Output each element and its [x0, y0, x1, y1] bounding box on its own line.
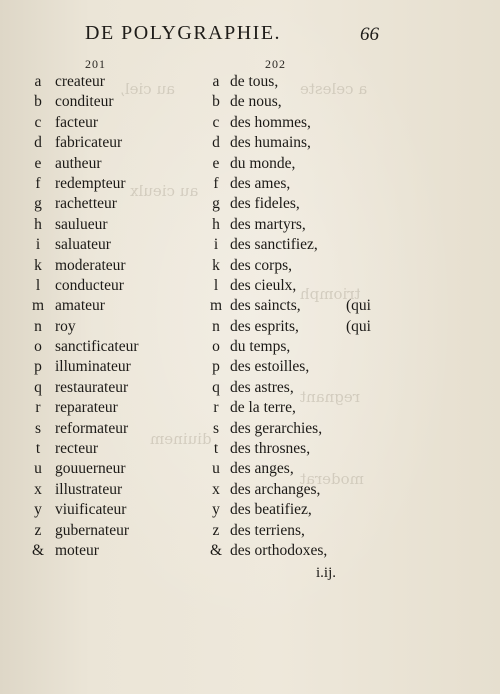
row-letter-right: o: [212, 338, 220, 356]
row-word-left: createur: [55, 73, 105, 90]
row-letter-left: x: [34, 480, 42, 498]
signature-mark: i.ij.: [316, 565, 337, 581]
row-word-right: des humains,: [230, 134, 311, 152]
row-letter-right: q: [212, 378, 220, 396]
row-word-left: conducteur: [55, 276, 124, 294]
row-letter-right: c: [212, 113, 220, 131]
table-row: [0, 379, 500, 399]
row-letter-left: r: [35, 399, 41, 417]
row-letter-right: k: [212, 256, 220, 274]
row-letter-left: n: [34, 317, 42, 335]
table-row: [0, 134, 500, 154]
row-word-right: des throsnes,: [230, 440, 311, 458]
row-letter-left: z: [34, 521, 42, 539]
row-word-left: gubernateur: [55, 521, 130, 539]
table-row: [0, 358, 500, 378]
row-letter-right: n: [212, 317, 220, 335]
show-through-text: diuinem: [150, 430, 212, 448]
row-letter-right: r: [213, 399, 219, 417]
row-letter-left: c: [34, 113, 42, 131]
row-letter-right: l: [213, 276, 219, 294]
row-letter-left: y: [34, 501, 42, 519]
show-through-text: moderat: [300, 470, 364, 488]
table-row: [0, 297, 500, 317]
row-letter-left: h: [34, 215, 42, 233]
row-letter-right: m: [209, 297, 223, 315]
row-word-left: moteur: [55, 541, 99, 559]
row-word-left: illustrateur: [55, 480, 123, 498]
row-letter-left: u: [34, 460, 42, 478]
row-word-left: autheur: [55, 154, 102, 172]
row-word-right: des sanctifiez,: [230, 236, 318, 254]
row-annotation: (qui: [346, 297, 371, 315]
row-word-left: recteur: [55, 440, 99, 458]
row-word-right: du monde,: [230, 154, 296, 172]
row-word-left: reparateur: [55, 399, 118, 417]
row-word-left: illuminateur: [55, 358, 131, 376]
row-word-right: des archanges,: [230, 480, 321, 498]
show-through-text: triomph: [300, 285, 361, 303]
row-letter-right: f: [213, 174, 219, 192]
table-row: [0, 481, 500, 501]
row-word-right: des corps,: [230, 256, 292, 274]
row-word-right: du temps,: [230, 338, 291, 356]
table-row: [0, 93, 500, 113]
show-through-text: a celeste: [300, 80, 368, 98]
row-word-right: des saincts,: [230, 297, 301, 315]
row-word-left: roy: [55, 317, 76, 335]
row-word-left: gouuerneur: [55, 460, 126, 478]
row-word-left: sanctificateur: [55, 338, 139, 356]
row-letter-right: t: [213, 440, 219, 458]
row-word-right: des gerarchies,: [230, 419, 323, 437]
row-letter-right: u: [212, 460, 220, 478]
page-number: 66: [360, 24, 379, 45]
row-letter-left: t: [35, 440, 41, 458]
row-letter-right: i: [213, 236, 219, 254]
row-letter-right: z: [212, 521, 220, 539]
row-letter-right: &: [209, 541, 223, 559]
row-word-left: amateur: [55, 297, 105, 315]
row-letter-right: g: [212, 195, 220, 213]
row-letter-right: d: [212, 134, 220, 152]
row-letter-left: l: [35, 276, 41, 294]
table-row: [0, 236, 500, 256]
table-row: [0, 73, 500, 93]
row-letter-right: s: [212, 419, 220, 437]
row-letter-left: s: [34, 419, 42, 437]
row-annotation: (qui: [346, 317, 371, 335]
row-letter-right: p: [212, 358, 220, 376]
row-letter-left: m: [31, 297, 45, 315]
table-row: [0, 440, 500, 460]
row-word-right: des martyrs,: [230, 215, 306, 233]
row-word-left: saulueur: [55, 215, 108, 233]
row-letter-right: y: [212, 501, 220, 519]
row-word-left: fabricateur: [55, 134, 123, 152]
row-word-right: des terriens,: [230, 521, 305, 539]
running-head: DE POLYGRAPHIE.: [85, 22, 282, 44]
row-letter-right: b: [212, 93, 220, 111]
row-word-right: de nous,: [230, 93, 282, 111]
row-letter-left: f: [35, 174, 41, 192]
row-letter-right: e: [212, 154, 220, 172]
row-word-right: des beatifiez,: [230, 501, 312, 519]
row-letter-left: k: [34, 256, 42, 274]
row-word-right: des esprits,: [230, 317, 299, 335]
row-word-right: des hommes,: [230, 113, 311, 131]
row-letter-left: d: [34, 134, 42, 152]
row-word-left: facteur: [55, 113, 99, 131]
table-row: [0, 155, 500, 175]
table-row: [0, 318, 500, 338]
table-row: [0, 175, 500, 195]
row-letter-left: i: [35, 236, 41, 254]
row-word-left: conditeur: [55, 93, 114, 111]
table-row: [0, 338, 500, 358]
row-word-right: de la terre,: [230, 399, 296, 417]
table-row: [0, 195, 500, 215]
table-row: [0, 522, 500, 542]
show-through-text: au ciel,: [120, 80, 176, 98]
row-letter-right: x: [212, 480, 220, 498]
row-letter-left: g: [34, 195, 42, 213]
row-letter-right: h: [212, 215, 220, 233]
row-word-right: de tous,: [230, 73, 279, 90]
show-through-text: au cieulx: [130, 182, 199, 200]
row-word-right: des estoilles,: [230, 358, 310, 376]
row-word-left: reformateur: [55, 419, 129, 437]
row-letter-left: &: [31, 541, 45, 559]
row-word-right: des ames,: [230, 174, 291, 192]
column-number-right: 202: [265, 57, 286, 71]
table-row: [0, 216, 500, 236]
row-letter-left: p: [34, 358, 42, 376]
row-word-left: redempteur: [55, 174, 126, 192]
cipher-table: [0, 73, 500, 562]
show-through-text: regnant: [300, 388, 360, 406]
column-number-left: 201: [85, 57, 106, 71]
row-word-right: des astres,: [230, 378, 294, 396]
table-row: [0, 257, 500, 277]
table-row: [0, 460, 500, 480]
table-row: [0, 420, 500, 440]
table-row: [0, 277, 500, 297]
row-word-right: des cieulx,: [230, 276, 297, 294]
table-row: [0, 399, 500, 419]
row-letter-left: b: [34, 93, 42, 111]
row-word-right: des fideles,: [230, 195, 300, 213]
row-letter-left: o: [34, 338, 42, 356]
row-word-left: saluateur: [55, 236, 111, 254]
row-letter-left: a: [34, 73, 42, 90]
row-letter-left: e: [34, 154, 42, 172]
table-row: [0, 501, 500, 521]
row-word-left: restaurateur: [55, 378, 129, 396]
row-word-left: moderateur: [55, 256, 126, 274]
row-word-left: viuificateur: [55, 501, 127, 519]
row-word-left: rachetteur: [55, 195, 117, 213]
row-word-right: des orthodoxes,: [230, 541, 328, 559]
row-letter-right: a: [212, 73, 220, 90]
table-row: [0, 114, 500, 134]
table-row: [0, 542, 500, 562]
row-word-right: des anges,: [230, 460, 294, 478]
row-letter-left: q: [34, 378, 42, 396]
